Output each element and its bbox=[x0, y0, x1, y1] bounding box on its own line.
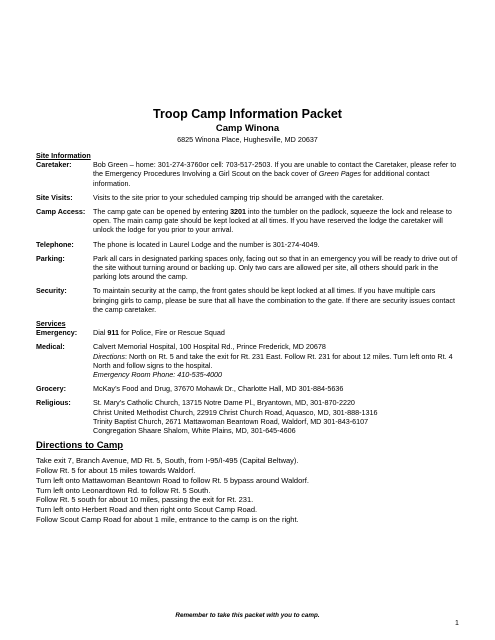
emergency-number: 911 bbox=[107, 328, 119, 338]
security-row bbox=[36, 286, 458, 314]
security-label: Security: bbox=[36, 286, 67, 296]
site-visits-text: Visits to the site prior to your scheduled camping trip should be arranged with the caretaker. bbox=[93, 192, 384, 202]
security-text: To maintain security at the camp, the front gates should be kept locked at all times. If you have multiple cars bringing girls to camp, please be sure that all have the combination to the gate. If there are security issues contact the camp caretaker. bbox=[93, 286, 455, 314]
site-visits-label: Site Visits: bbox=[36, 192, 73, 202]
site-information-heading: Site Information bbox=[36, 151, 91, 160]
page-number: 1 bbox=[455, 620, 459, 627]
green-pages-reference: Green Pages bbox=[318, 169, 362, 179]
direction-step: Turn left onto Mattawoman Beantown Road to follow Rt. 5 bypass around Waldorf. bbox=[36, 475, 309, 485]
emergency-room-phone: Emergency Room Phone: 410-535-4000 bbox=[93, 370, 223, 380]
medical-text bbox=[93, 342, 458, 379]
medical-label: Medical: bbox=[36, 342, 65, 352]
direction-step: Turn left onto Leonardtown Rd. to follow Rt. 5 South. bbox=[36, 485, 211, 495]
parking-text: Park all cars in designated parking spaces only, facing out so that in an emergency you will be ready to drive out of the site without turning around or backing up. Only two cars are allowed per site, all others should park in the parking lots around the camp. bbox=[93, 253, 458, 282]
parking-label: Parking: bbox=[36, 253, 65, 263]
emergency-text: Dial 911 for Police, Fire or Rescue Squad bbox=[93, 328, 225, 338]
camp-access-text: The camp gate can be opened by entering 3201 into the tumbler on the padlock, squeeze the lock and release to open. The main camp gate should be kept locked at all times. If you have reserved the lodge the caretaker will unlock the lodge for you prior to your arrival. bbox=[93, 207, 452, 235]
emergency-label: Emergency: bbox=[36, 328, 78, 338]
church-entry: St. Mary’s Catholic Church, 13715 Notre Dame Pl., Bryantown, MD, 301-870-2220 bbox=[93, 398, 355, 408]
document-body bbox=[36, 150, 458, 524]
direction-step: Follow Rt. 5 for about 15 miles towards Waldorf. bbox=[36, 466, 196, 476]
document-title: Troop Camp Information Packet bbox=[153, 107, 342, 121]
camp-address: 6825 Winona Place, Hughesville, MD 20637 bbox=[177, 135, 318, 144]
caretaker-text: Bob Green – home: 301-274-3760or cell: 703-517-2503. If you are unable to contact the Caretaker, please refer to the Emergency Procedures Involving a Girl Scout on the back cover of Green Pages for additional contact information. bbox=[93, 160, 457, 188]
hospital-address: Calvert Memorial Hospital, 100 Hospital Rd., Prince Frederick, MD 20678 bbox=[93, 342, 326, 352]
services-heading: Services bbox=[36, 319, 66, 329]
camp-name: Camp Winona bbox=[215, 123, 280, 134]
grocery-label: Grocery: bbox=[36, 384, 66, 394]
emergency-row bbox=[36, 328, 458, 337]
parking-row bbox=[36, 254, 458, 282]
church-entry: Congregation Shaare Shalom, White Plains, MD, 301-645-4606 bbox=[93, 426, 296, 436]
religious-row bbox=[36, 398, 458, 435]
religious-list bbox=[93, 398, 458, 435]
grocery-row bbox=[36, 384, 458, 393]
caretaker-label: Caretaker: bbox=[36, 160, 72, 170]
footer-note: Remember to take this packet with you to camp. bbox=[175, 612, 320, 619]
direction-step: Turn left onto Herbert Road and then right onto Scout Camp Road. bbox=[36, 505, 258, 514]
camp-access-row bbox=[36, 207, 458, 235]
caretaker-row bbox=[36, 160, 458, 188]
direction-step: Follow Scout Camp Road for about 1 mile, entrance to the camp is on the right. bbox=[36, 514, 299, 524]
telephone-row bbox=[36, 240, 458, 249]
telephone-text: The phone is located in Laurel Lodge and the number is 301-274-4049. bbox=[93, 239, 320, 249]
directions-heading: Directions to Camp bbox=[36, 440, 124, 452]
religious-label: Religious: bbox=[36, 398, 71, 408]
medical-row bbox=[36, 342, 458, 379]
church-entry: Trinity Baptist Church, 2671 Mattawoman Beantown Road, Waldorf, MD 301-843-6107 bbox=[93, 416, 369, 426]
gate-code: 3201 bbox=[230, 207, 247, 217]
grocery-text: McKay’s Food and Drug, 37670 Mohawk Dr., Charlotte Hall, MD 301-884-5636 bbox=[93, 384, 344, 394]
church-entry: Christ United Methodist Church, 22919 Christ Church Road, Aquasco, MD, 301-888-1316 bbox=[93, 407, 378, 417]
direction-step: Take exit 7, Branch Avenue, MD Rt. 5, South, from I-95/I-495 (Capital Beltway). bbox=[36, 456, 299, 466]
site-visits-row bbox=[36, 193, 458, 202]
directions-list bbox=[36, 456, 458, 524]
camp-access-label: Camp Access: bbox=[36, 207, 86, 217]
hospital-directions: Directions: North on Rt. 5 and take the exit for Rt. 231 East. Follow Rt. 231 for about 12 miles. Turn left onto Rt. 4 North and follow signs to the hospital. bbox=[93, 351, 453, 370]
direction-step: Follow Rt. 5 south for about 10 miles, passing the exit for Rt. 231. bbox=[36, 495, 254, 505]
telephone-label: Telephone: bbox=[36, 239, 74, 249]
